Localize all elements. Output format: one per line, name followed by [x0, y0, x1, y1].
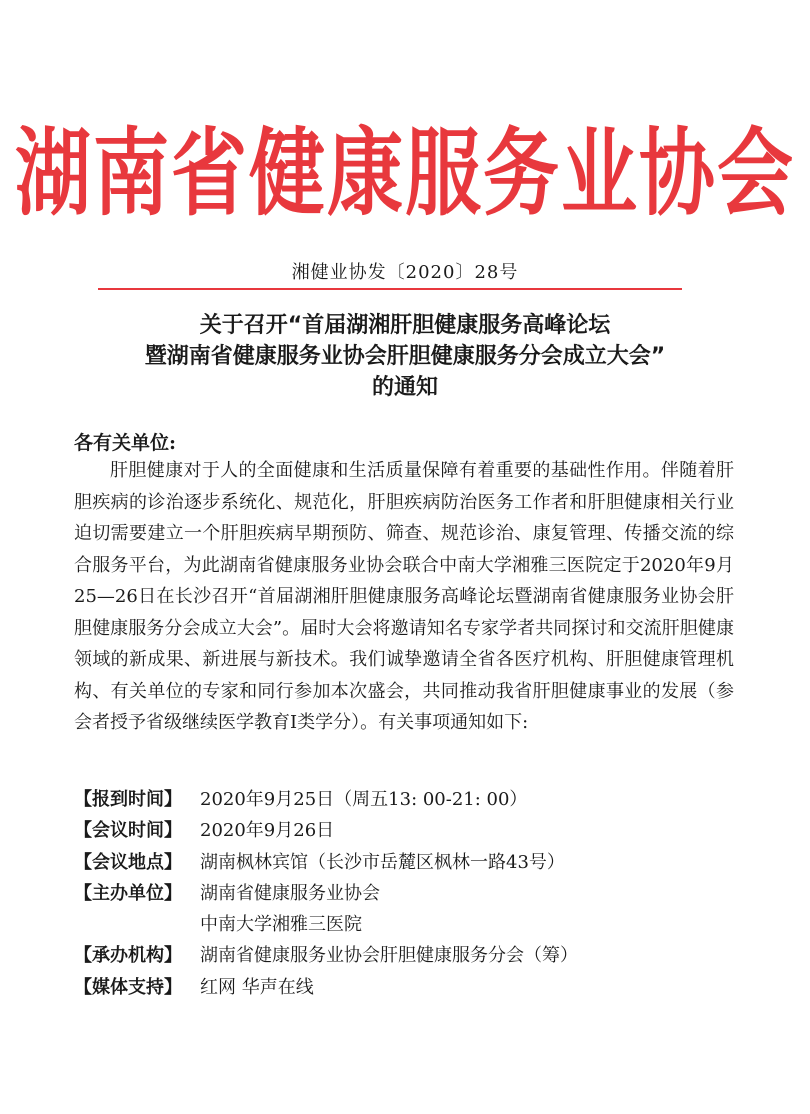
- item-value: 2020年9月25日（周五13: 00-21: 00）: [200, 789, 528, 810]
- item-label: 【报到时间】: [74, 789, 182, 810]
- document-number: 湘健业协发〔2020〕28号: [291, 262, 519, 283]
- item-meeting-time: [74, 815, 744, 846]
- notice-title: [0, 310, 810, 403]
- item-value: 湖南枫林宾馆（长沙市岳麓区枫林一路43号）: [200, 851, 565, 873]
- body-paragraph: 肝胆健康对于人的全面健康和生活质量保障有着重要的基础性作用。伴随着肝胆疾病的诊治逐步系统化、规范化，肝胆疾病防治医务工作者和肝胆健康相关行业迫切需要建立一个肝胆疾病早期预防、筛查、规范诊治、康复管理、传播交流的综合服务平台，为此湖南省健康服务业协会联合中南大学湘雅三医院定于2020年9月25—26日在长沙召开“首届湖湘肝胆健康服务高峰论坛暨湖南省健康服务业协会肝胆健康服务分会成立大会”。届时大会将邀请知名专家学者共同探讨和交流肝胆健康领域的新成果、新进展与新技术。我们诚挚邀请全省各医疗机构、肝胆健康管理机构、有关单位的专家和同行参加本次盛会，共同推动我省肝胆健康事业的发展（参会者授予省级继续医学教育Ⅰ类学分）。有关事项通知如下:: [74, 460, 734, 733]
- item-value: 湖南省健康服务业协会肝胆健康服务分会（筹）: [200, 945, 578, 967]
- item-host: [74, 878, 744, 909]
- item-venue: [74, 847, 744, 878]
- notice-items: [74, 784, 744, 1003]
- item-label: 【会议地点】: [74, 851, 182, 873]
- item-label: 【主办单位】: [74, 882, 182, 904]
- item-checkin: [74, 784, 744, 815]
- masthead: [15, 100, 795, 230]
- item-label: 【会议时间】: [74, 820, 182, 842]
- item-value: 2020年9月26日: [200, 820, 335, 842]
- title-line-3: 的通知: [371, 375, 438, 400]
- title-line-2: 暨湖南省健康服务业协会肝胆健康服务分会成立大会”: [144, 344, 666, 369]
- item-organizer: [74, 940, 744, 971]
- item-value: 红网 华声在线: [200, 976, 314, 998]
- item-label: 【媒体支持】: [74, 976, 182, 998]
- item-value: 湖南省健康服务业协会: [200, 882, 380, 904]
- item-label: 【承办机构】: [74, 945, 182, 967]
- red-divider: [98, 288, 682, 290]
- item-media: [74, 972, 744, 1003]
- masthead-title: 湖南省健康服务业协会: [15, 116, 795, 229]
- title-line-1: 关于召开“首届湖湘肝胆健康服务高峰论坛: [199, 313, 611, 338]
- item-host-second: 中南大学湘雅三医院: [200, 914, 362, 936]
- salutation: 各有关单位:: [74, 432, 177, 454]
- body-paragraph-block: [74, 455, 734, 739]
